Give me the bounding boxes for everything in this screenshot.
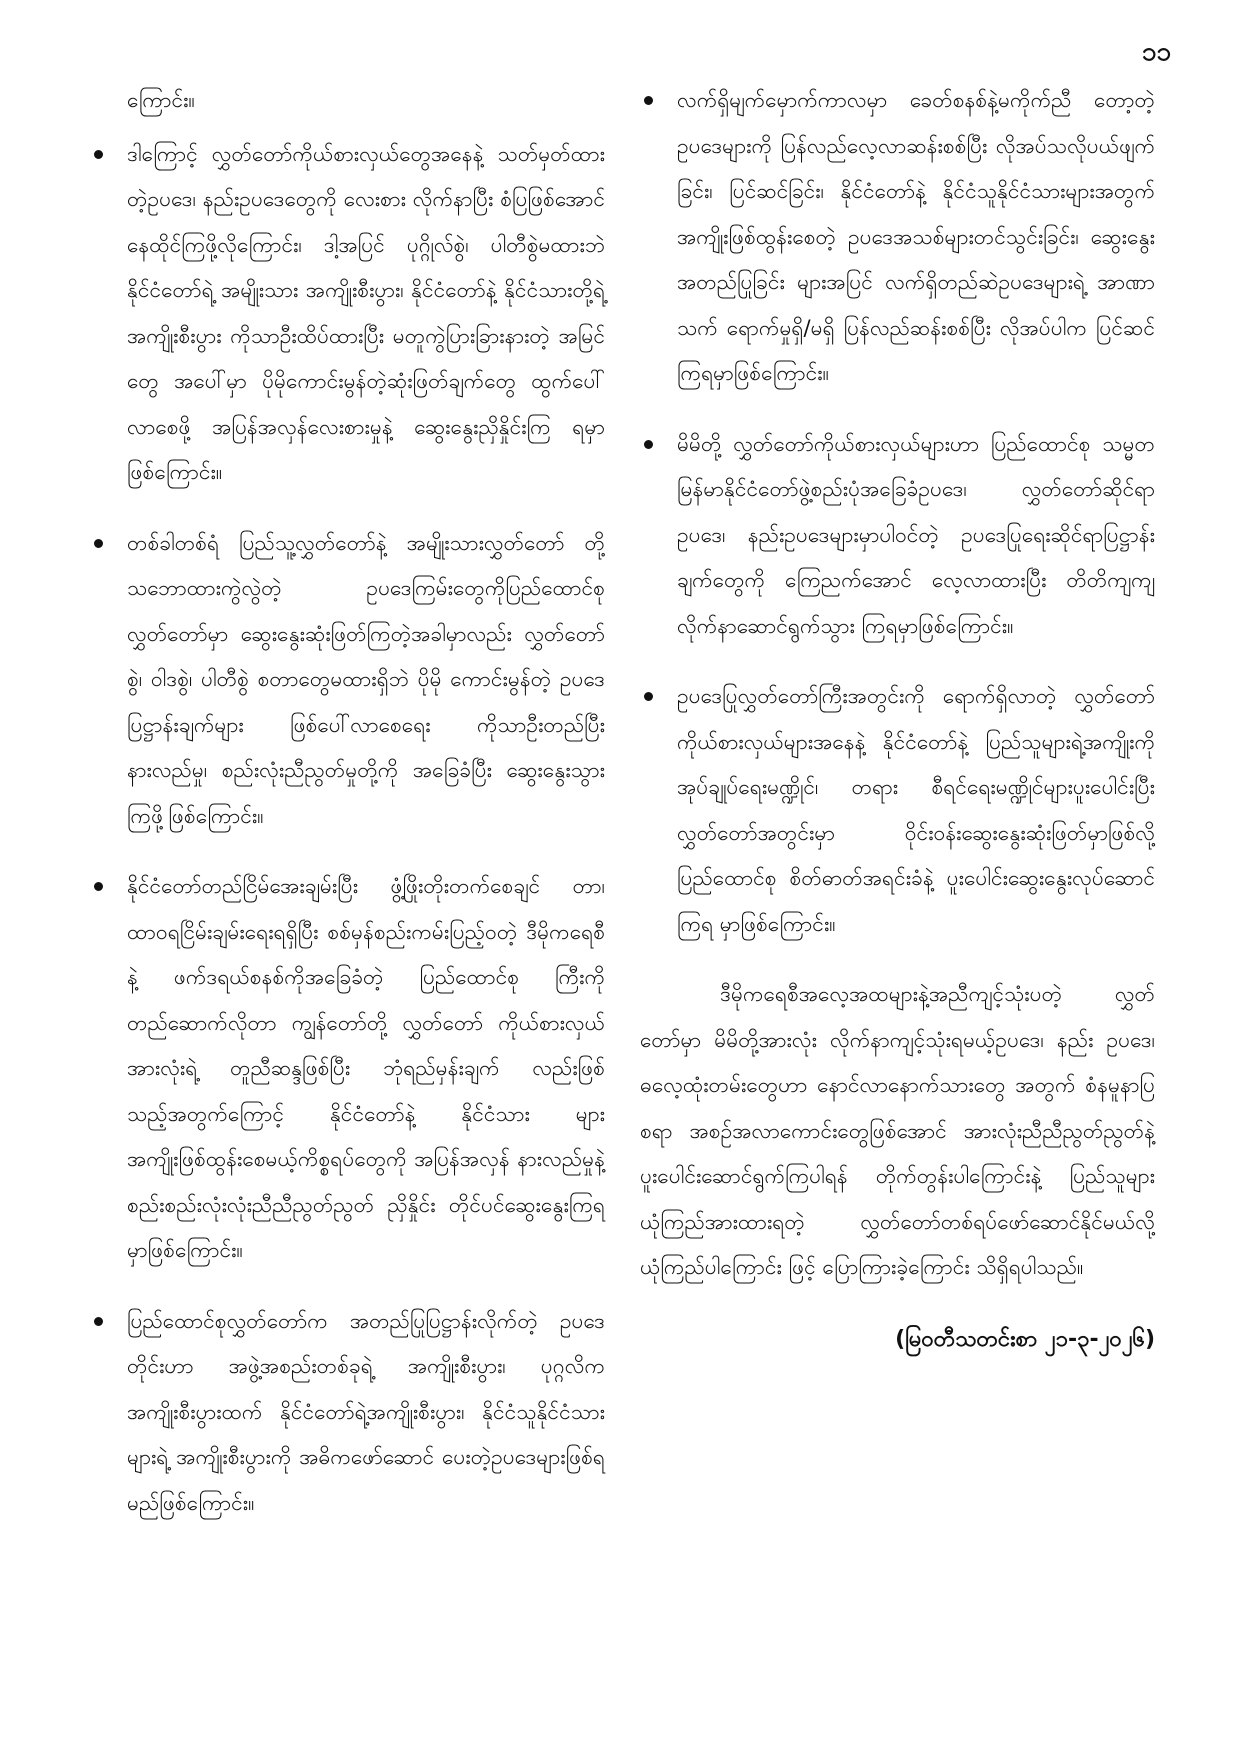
bullet-item: နိုင်ငံတော်တည်ငြိမ်အေးချမ်းပြီး ဖွံ့ဖြိုးတိုးတက်စေချင် တာ၊ ထာဝရငြိမ်းချမ်းရေးရရှိပြီး စစ်မှန်စည်းကမ်းပြည့်ဝတဲ့ ဒီမိုကရေစီနဲ့ ဖက်ဒရယ်စနစ်ကိုအခြေခံတဲ့ ပြည်ထောင်စု ကြီးကိုတည်ဆောက်လိုတာ ကျွန်တော်တို့ လွှတ်တော် ကိုယ်စားလှယ်အားလုံးရဲ့ တူညီဆန္ဒဖြစ်ပြီး ဘုံရည်မှန်းချက် လည်းဖြစ်သည့်အတွက်ကြောင့် နိုင်ငံတော်နဲ့ နိုင်ငံသား များ အကျိုးဖြစ်ထွန်းစေမယ့်ကိစ္စရပ်တွေကို အပြန်အလှန် နားလည်မှုနဲ့ စည်းစည်းလုံးလုံးညီညီညွတ်ညွတ် ညှိနှိုင်း တိုင်ပင်ဆွေးနွေးကြရမှာဖြစ်ကြောင်း။ — [90, 864, 605, 1274]
continuation-text: ကြောင်း။ — [127, 88, 195, 112]
bullet-item: တစ်ခါတစ်ရံ ပြည်သူ့လွှတ်တော်နဲ့ အမျိုးသားလွှတ်တော် တို့သဘောထားကွဲလွဲတဲ့ ဥပဒေကြမ်းတွေကိုပြည်ထောင်စု လွှတ်တော်မှာ ဆွေးနွေးဆုံးဖြတ်ကြတဲ့အခါမှာလည်း လွှတ်တော်စွဲ၊ ဝါဒစွဲ၊ ပါတီစွဲ စတာတွေမထားရှိဘဲ ပိုမို ကောင်းမွန်တဲ့ ဥပဒေပြဋ္ဌာန်းချက်များ ဖြစ်ပေါ်လာစေရေး ကိုသာဦးတည်ပြီး နားလည်မှု၊ စည်းလုံးညီညွတ်မှုတို့ကို အခြေခံပြီး ဆွေးနွေးသွားကြဖို့ဖြစ်ကြောင်း။ — [90, 521, 605, 840]
bullet-item: မိမိတို့ လွှတ်တော်ကိုယ်စားလှယ်များဟာ ပြည်ထောင်စု သမ္မတ မြန်မာနိုင်ငံတော်ဖွဲ့စည်းပုံအခြေခံဥပဒေ၊ လွှတ်တော်ဆိုင်ရာဥပဒေ၊ နည်းဥပဒေများမှာပါဝင်တဲ့ ဥပဒေပြုရေးဆိုင်ရာပြဋ္ဌာန်းချက်တွေကို ကြေညက်အောင် လေ့လာထားပြီး တိတိကျကျလိုက်နာဆောင်ရွက်သွား ကြရမှာဖြစ်ကြောင်း။ — [640, 422, 1155, 650]
closing-paragraph: ဒီမိုကရေစီအလေ့အထများနဲ့အညီကျင့်သုံးပတဲ့ လွှတ် တော်မှာ မိမိတို့အားလုံး လိုက်နာကျင့်သုံးရမယ့်ဥပဒေ၊ နည်း ဥပဒေ၊ ဓလေ့ထုံးတမ်းတွေဟာ နောင်လာနောက်သားတွေ အတွက် စံနမူနာပြစရာ အစဉ်အလာကောင်းတွေဖြစ်အောင် အားလုံးညီညီညွတ်ညွတ်နဲ့ ပူးပေါင်းဆောင်ရွက်ကြပါရန် တိုက်တွန်းပါကြောင်းနဲ့ ပြည်သူများယုံကြည်အားထားရတဲ့ လွှတ်တော်တစ်ရပ်ဖော်ဆောင်နိုင်မယ်လို့ ယုံကြည်ပါကြောင်း ဖြင့် ပြောကြားခဲ့ကြောင်း သိရှိရပါသည်။ — [640, 982, 1155, 1279]
bullet-item: ဒါကြောင့် လွှတ်တော်ကိုယ်စားလှယ်တွေအနေနဲ့ သတ်မှတ်ထားတဲ့ဥပဒေ၊ နည်းဥပဒေတွေကို လေးစား လိုက်နာပြီး စံပြဖြစ်အောင်နေထိုင်ကြဖို့လိုကြောင်း၊ ဒါ့အပြင် ပုဂ္ဂိုလ်စွဲ၊ ပါတီစွဲမထားဘဲ နိုင်ငံတော်ရဲ့ အမျိုးသား အကျိုးစီးပွား၊ နိုင်ငံတော်နဲ့ နိုင်ငံသားတို့ရဲ့ အကျိုးစီးပွား ကိုသာဦးထိပ်ထားပြီး မတူကွဲပြားခြားနားတဲ့ အမြင်တွေ အပေါ်မှာ ပိုမိုကောင်းမွန်တဲ့ဆုံးဖြတ်ချက်တွေ ထွက်ပေါ် လာစေဖို့ အပြန်အလှန်လေးစားမှုနဲ့ ဆွေးနွေးညှိနှိုင်းကြ ရမှာဖြစ်ကြောင်း။ — [90, 132, 605, 496]
left-column — [90, 78, 605, 1551]
bullet-item: ပြည်ထောင်စုလွှတ်တော်က အတည်ပြုပြဋ္ဌာန်းလိုက်တဲ့ ဥပဒေတိုင်းဟာ အဖွဲ့အစည်းတစ်ခုရဲ့ အကျိုးစီးပွား၊ ပုဂ္ဂလိကအကျိုးစီးပွားထက် နိုင်ငံတော်ရဲ့အကျိုးစီးပွား၊ နိုင်ငံသူနိုင်ငံသားများရဲ့ အကျိုးစီးပွားကို အဓိကဖော်ဆောင် ပေးတဲ့ဥပဒေများဖြစ်ရမည်ဖြစ်ကြောင်း။ — [90, 1299, 605, 1527]
source-citation: (မြဝတီသတင်းစာ ၂၁-၃-၂၀၂၆) — [895, 1326, 1155, 1352]
page-number: ၁၁ — [1141, 37, 1171, 67]
bullet-item: လက်ရှိမျက်မှောက်ကာလမှာ ခေတ်စနစ်နဲ့မကိုက်ညီ တော့တဲ့ဥပဒေများကို ပြန်လည်လေ့လာဆန်းစစ်ပြီး လိုအပ်သလိုပယ်ဖျက်ခြင်း၊ ပြင်ဆင်ခြင်း၊ နိုင်ငံတော်နဲ့ နိုင်ငံသူနိုင်ငံသားများအတွက် အကျိုးဖြစ်ထွန်းစေတဲ့ ဥပဒေအသစ်များတင်သွင်းခြင်း၊ ဆွေးနွေးအတည်ပြုခြင်း များအပြင် လက်ရှိတည်ဆဲဥပဒေများရဲ့ အာဏာသက် ရောက်မှုရှိ/မရှိ ပြန်လည်ဆန်းစစ်ပြီး လိုအပ်ပါက ပြင်ဆင် ကြရမှာဖြစ်ကြောင်း။ — [640, 78, 1155, 397]
right-column — [640, 78, 1155, 1362]
bullet-item: ဥပဒေပြုလွှတ်တော်ကြီးအတွင်းကို ရောက်ရှိလာတဲ့ လွှတ်တော်ကိုယ်စားလှယ်များအနေနဲ့ နိုင်ငံတော်နဲ့ ပြည်သူများရဲ့အကျိုးကို အုပ်ချုပ်ရေးမဏ္ဍိုင်၊ တရား စီရင်ရေးမဏ္ဍိုင်များပူးပေါင်းပြီး လွှတ်တော်အတွင်းမှာ ဝိုင်းဝန်းဆွေးနွေးဆုံးဖြတ်မှာဖြစ်လို့ ပြည်ထောင်စု စိတ်ဓာတ်အရင်းခံနဲ့ ပူးပေါင်းဆွေးနွေးလုပ်ဆောင်ကြရ မှာဖြစ်ကြောင်း။ — [640, 674, 1155, 947]
